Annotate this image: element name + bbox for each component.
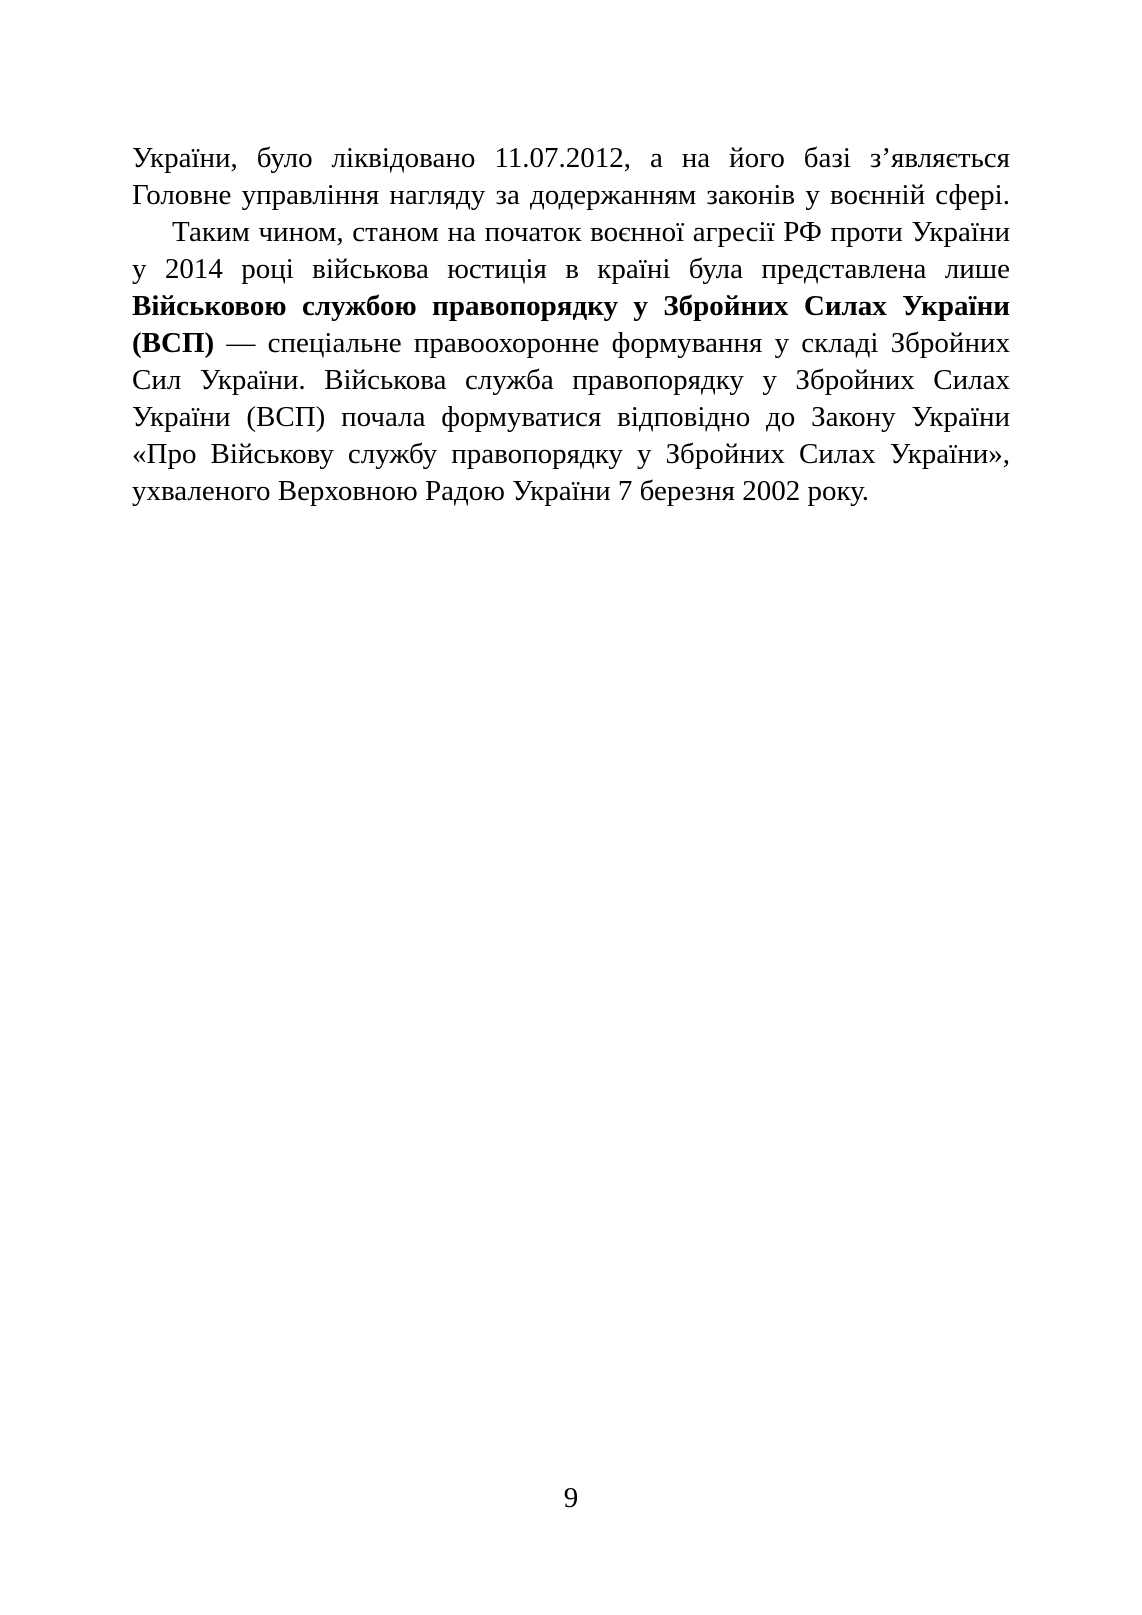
body-text (132, 140, 1010, 510)
text-line (132, 251, 1010, 288)
text-line (132, 362, 1010, 399)
page-number: 9 (563, 1482, 579, 1514)
text-segment: Таким чином, станом на початок воєнної агресії РФ проти України (172, 216, 1010, 248)
text-line (132, 473, 1010, 510)
text-segment: Сил України. Військова служба правопорядку у Збройних Силах (132, 364, 1010, 396)
text-line (132, 325, 1010, 362)
text-line (132, 436, 1010, 473)
text-segment: України, було ліквідовано 11.07.2012, а на його базі з’являється (132, 142, 1010, 174)
text-line (132, 177, 1010, 214)
bold-text-segment: Військовою службою правопорядку у Збройних Силах України (132, 290, 1010, 322)
text-line (132, 140, 1010, 177)
text-segment: ухваленого Верховною Радою України 7 березня 2002 року. (132, 475, 869, 507)
text-segment: «Про Військову службу правопорядку у Збройних Силах України», (132, 438, 1010, 470)
text-segment: у 2014 році військова юстиція в країні була представлена лише (132, 253, 1010, 285)
text-segment: Головне управління нагляду за додержанням законів у воєнній сфері. (132, 179, 1010, 211)
text-segment: — спеціальне правоохоронне формування у складі Збройних (214, 327, 1010, 359)
text-segment: України (ВСП) почала формуватися відповідно до Закону України (132, 401, 1010, 433)
text-line (132, 399, 1010, 436)
text-line (132, 214, 1010, 251)
text-line (132, 288, 1010, 325)
bold-text-segment: (ВСП) (132, 327, 215, 359)
